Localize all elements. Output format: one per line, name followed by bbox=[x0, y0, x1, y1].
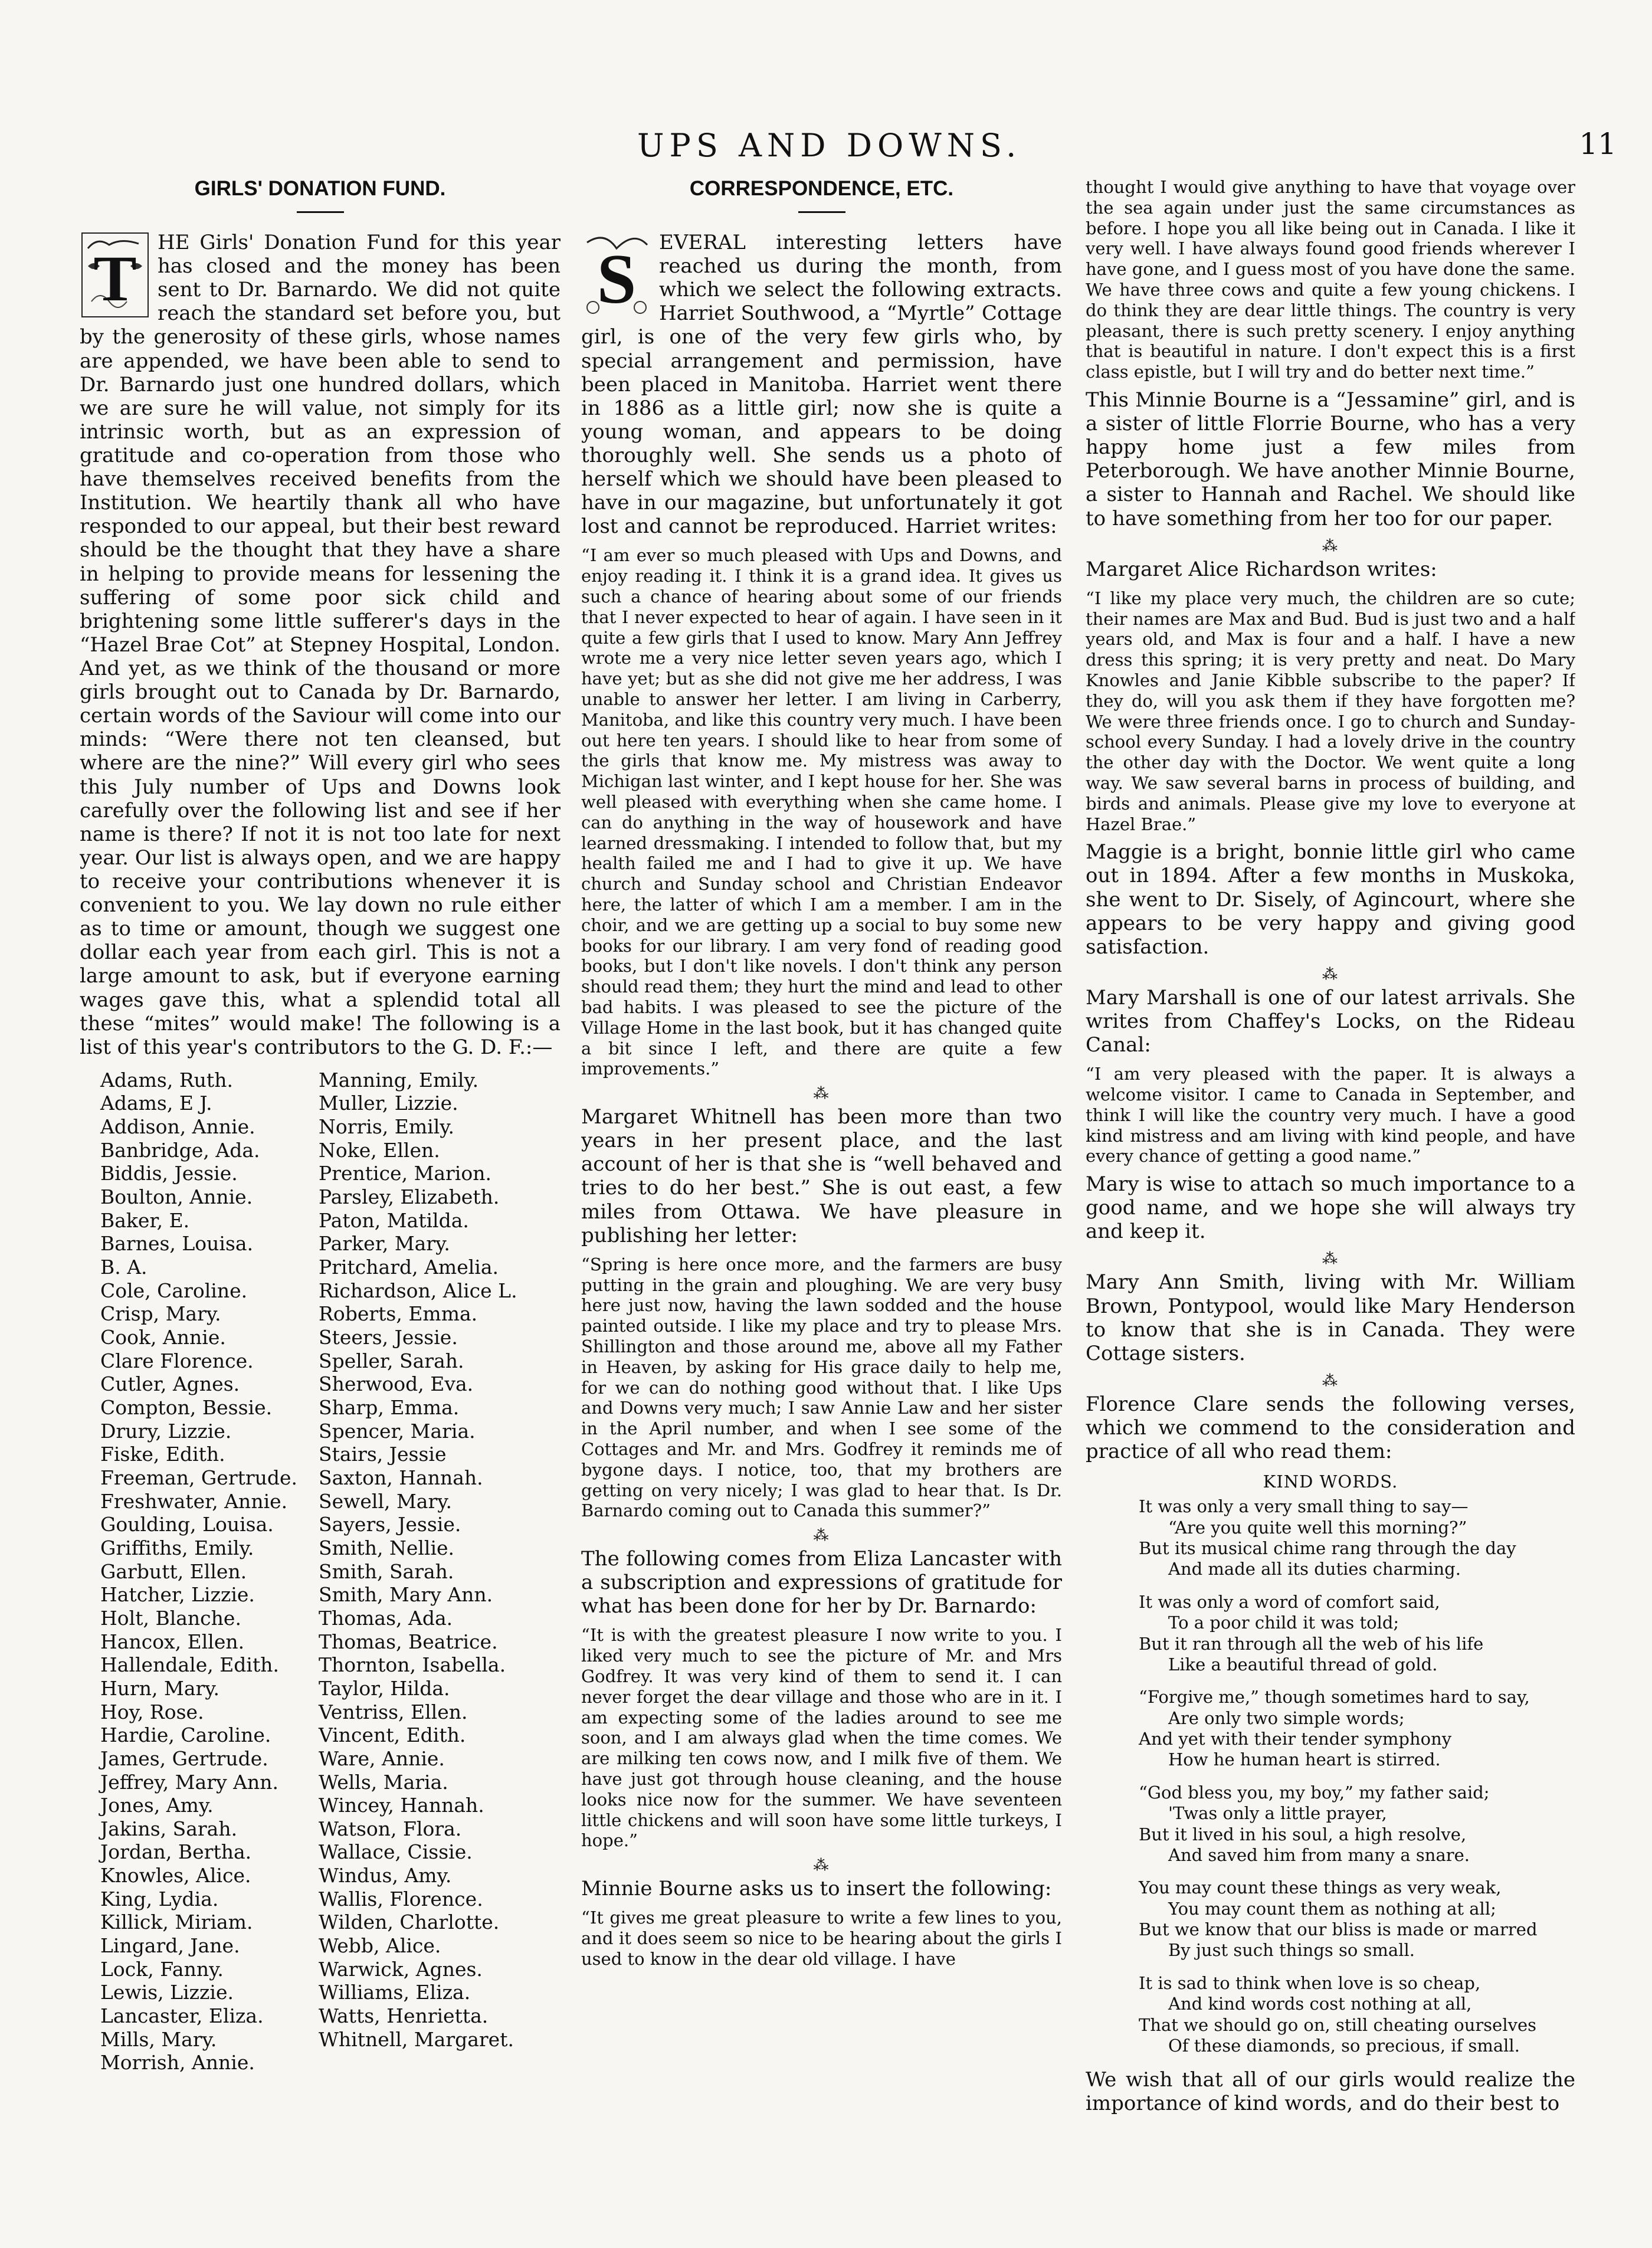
poem-line: By just such things so small. bbox=[1168, 1940, 1415, 1961]
contributor-name: Parker, Mary. bbox=[319, 1232, 450, 1256]
contributor-name: Sherwood, Eva. bbox=[319, 1372, 474, 1396]
poem-line: “God bless you, my boy,” my father said; bbox=[1139, 1782, 1490, 1803]
section-title-donation-fund: GIRLS' DONATION FUND. bbox=[194, 177, 446, 200]
maggie-note: Maggie is a bright, bonnie little girl who came out in 1894. After a few months in Muskoka, she went to Dr. Sisely, of Agincourt, where she appears to be very happy and giving good satisfaction. bbox=[1086, 840, 1575, 959]
contributor-name: Lewis, Lizzie. bbox=[100, 1981, 234, 2004]
poem-line: It is sad to think when love is so cheap, bbox=[1139, 1972, 1481, 1993]
section-separator: ⁂ bbox=[813, 1857, 830, 1875]
contributor-name: Noke, Ellen. bbox=[319, 1138, 440, 1162]
contributor-name: Biddis, Jessie. bbox=[100, 1162, 238, 1185]
poem-line: But we know that our bliss is made or marred bbox=[1139, 1919, 1538, 1939]
poem-kind-words bbox=[1139, 1496, 1575, 2056]
smith-note: Mary Ann Smith, living with Mr. William Brown, Pontypool, would like Mary Henderson to know that she is in Canada. They were Cottage sisters. bbox=[1086, 1270, 1575, 1365]
harriet-letter: “I am ever so much pleased with Ups and Downs, and enjoy reading it. I think it is a grand idea. It gives us such a chance of hearing about some of our friends that I never expected to hear of again. I have seen in it quite a few girls that I used to know. Mary Ann Jeffrey wrote me a very nice letter seven years ago, which I have yet; but as she did not give me her address, I was unable to answer her letter. I am living in Carberry, Manitoba, and like this country very much. I have been out here ten years. I should like to hear from some of the girls that know me. My mistress was away to Michigan last winter, and I kept house for her. She was well pleased with everything when she came home. I can do anything in the way of housework and have learned dressmaking. I intended to follow that, but my health failed me and I had to give it up. We have church and Sunday school and Christian Endeavor here, the latter of which I am a member. I am in the choir, and we are getting up a social to buy some new books for our library. I am very fond of reading good books, but I don't like novels. I don't think any person should read them; they hurt the mind and lead to other bad habits. I was pleased to see the picture of the Village Home in the last book, but it has changed quite a bit since I left, and there are quite a few improvements.” bbox=[581, 545, 1062, 1079]
contributor-name: Holt, Blanche. bbox=[100, 1606, 241, 1630]
poem-line: But its musical chime rang through the day bbox=[1139, 1538, 1516, 1558]
contributor-name: Muller, Lizzie. bbox=[319, 1092, 458, 1115]
correspondence-intro: EVERAL interesting letters have reached us during the month, from which we select the following extracts. Harriet Southwood, a “Myrtle” Cottage girl, is one of the very few girls who, by special arrangement and permission, have been placed in Manitoba. Harriet went there in 1886 as a little girl; now she is quite a young woman, and appears to be doing thoroughly well. She sends us a photo of herself which we should have been pleased to have in our magazine, but unfortunately it got lost and cannot be reproduced. Harriet writes: bbox=[581, 231, 1062, 539]
contributor-name: Webb, Alice. bbox=[319, 1934, 441, 1958]
contributor-name: Hatcher, Lizzie. bbox=[100, 1583, 255, 1607]
section-separator: ⁂ bbox=[1322, 537, 1339, 555]
contributor-name: Clare Florence. bbox=[100, 1349, 254, 1372]
minnie-letter-start: “It gives me great pleasure to write a few lines to you, and it does seem so nice to be hearing about the girls I used to know in the dear old village. I have bbox=[581, 1908, 1062, 1969]
section-separator: ⁂ bbox=[1322, 1372, 1339, 1390]
contributor-name: Fiske, Edith. bbox=[100, 1443, 225, 1466]
poem-line: And kind words cost nothing at all, bbox=[1168, 1994, 1472, 2014]
contributor-name: Sewell, Mary. bbox=[319, 1489, 452, 1513]
donation-fund-paragraph: HE Girls' Donation Fund for this year has closed and the money has been sent to Dr. Barnardo. We did not quite reach the standard set before you, but by the generosity of these girls, whose names are appended, we have been able to send to Dr. Barnardo just one hundred dollars, which we are sure he will value, not simply for its intrinsic worth, but as an expression of gratitude and co-operation from those who have themselves received benefits from the Institution. We heartily thank all who have responded to our appeal, but their best reward should be the thought that they have a share in helping to provide means for lessening the suffering of some poor sick child and brightening some little sufferer's days in the “Hazel Brae Cot” at Stepney Hospital, London. And yet, as we think of the thousand or more girls brought out to Canada by Dr. Barnardo, certain words of the Saviour will come into our minds: “Were there not ten cleansed, but where are the nine?” Will every girl who sees this July number of Ups and Downs look carefully over the following list and see if her name is there? If not it is not too late for next year. Our list is always open, and we are happy to receive your contributions whenever it is convenient to you. We lay down no rule either as to time or amount, though we suggest one dollar each year from each girl. This is not a large amount to ask, but if everyone earning wages gave this, what a splendid total all these “mites” would make! The following is a list of this year's contributors to the G. D. F.:— bbox=[80, 231, 560, 1059]
contributor-name: King, Lydia. bbox=[100, 1887, 219, 1911]
contributor-name: Wilden, Charlotte. bbox=[319, 1911, 500, 1934]
contributor-name: James, Gertrude. bbox=[100, 1746, 268, 1770]
poem-line: You may count them as nothing at all; bbox=[1168, 1898, 1496, 1919]
minnie-intro: Minnie Bourne asks us to insert the following: bbox=[581, 1877, 1052, 1901]
contributor-name: Cole, Caroline. bbox=[100, 1279, 248, 1302]
clare-intro: Florence Clare sends the following verses, which we commend to the consideration and practice of all who read them: bbox=[1086, 1392, 1575, 1464]
poem-title: KIND WORDS. bbox=[1263, 1472, 1398, 1492]
section-separator: ⁂ bbox=[813, 1085, 830, 1103]
contributor-name: Adams, Ruth. bbox=[100, 1068, 233, 1092]
contributor-name: Freeman, Gertrude. bbox=[100, 1466, 298, 1489]
contributor-name: Crisp, Mary. bbox=[100, 1302, 221, 1326]
poem-line: But it ran through all the web of his life bbox=[1139, 1633, 1484, 1654]
contributor-name: Morrish, Annie. bbox=[100, 2051, 255, 2075]
poem-stanza bbox=[1139, 1877, 1575, 1961]
contributor-name: Prentice, Marion. bbox=[319, 1162, 491, 1185]
section-separator: ⁂ bbox=[1322, 965, 1339, 984]
contributor-name: Roberts, Emma. bbox=[319, 1302, 478, 1326]
contributor-name: Smith, Nellie. bbox=[319, 1536, 455, 1559]
contributor-name: Garbutt, Ellen. bbox=[100, 1559, 247, 1583]
contributor-name: Hoy, Rose. bbox=[100, 1700, 204, 1723]
poem-stanza bbox=[1139, 1782, 1575, 1866]
contributor-name: B. A. bbox=[100, 1256, 148, 1279]
contributor-name: Stairs, Jessie bbox=[319, 1443, 447, 1466]
contributor-name: Watson, Flora. bbox=[319, 1817, 462, 1840]
marshall-note: Mary is wise to attach so much importance to a good name, and we hope she will always try and keep it. bbox=[1086, 1172, 1575, 1244]
contributor-name: Lingard, Jane. bbox=[100, 1934, 240, 1958]
contributor-name: Windus, Amy. bbox=[319, 1864, 452, 1887]
contributor-name: Drury, Lizzie. bbox=[100, 1419, 232, 1443]
contributor-list bbox=[100, 1069, 560, 2075]
contributor-name: Wells, Maria. bbox=[319, 1770, 448, 1794]
contributor-name: Addison, Annie. bbox=[100, 1115, 255, 1139]
poem-line: “Forgive me,” though sometimes hard to say, bbox=[1139, 1687, 1530, 1708]
contributor-name: Spencer, Maria. bbox=[319, 1419, 476, 1443]
contributor-name: Adams, E J. bbox=[100, 1092, 212, 1115]
title-rule bbox=[798, 211, 845, 213]
contributor-name: Cutler, Agnes. bbox=[100, 1372, 240, 1396]
poem-line: It was only a word of comfort said, bbox=[1139, 1591, 1440, 1612]
marshall-intro: Mary Marshall is one of our latest arrivals. She writes from Chaffey's Locks, on the Rideau Canal: bbox=[1086, 985, 1575, 1057]
column-correspondence bbox=[581, 177, 1062, 2207]
contributor-name: Paton, Matilda. bbox=[319, 1208, 469, 1232]
contributor-name: Thomas, Beatrice. bbox=[319, 1630, 498, 1653]
contributor-name: Hancox, Ellen. bbox=[100, 1630, 245, 1653]
section-separator: ⁂ bbox=[1322, 1250, 1339, 1269]
whitnell-letter: “Spring is here once more, and the farmers are busy putting in the grain and ploughing. We are very busy here just now, having the lawn sodded and the house painted outside. I like my place and try to please Mrs. Shillington and those around me, above all my Father in Heaven, by asking for His grace daily to help me, for we can do nothing good without that. I like Ups and Downs very much; I saw Annie Law and her sister in the April number, and when I see some of the Cottages and Mr. and Mrs. Godfrey it reminds me of bygone days. I notice, too, that my brothers are getting on very nicely; I was glad to hear that. Is Dr. Barnardo coming out to Canada this summer?” bbox=[581, 1254, 1062, 1521]
poem-line: Of these diamonds, so precious, if small. bbox=[1168, 2035, 1520, 2056]
contributor-name: Hallendale, Edith. bbox=[100, 1653, 279, 1677]
poem-line: And yet with their tender symphony bbox=[1139, 1729, 1452, 1749]
contributor-name: Parsley, Elizabeth. bbox=[319, 1185, 500, 1209]
poem-line: And made all its duties charming. bbox=[1168, 1559, 1461, 1580]
title-rule bbox=[297, 211, 344, 213]
contributor-name: Jordan, Bertha. bbox=[100, 1840, 252, 1864]
contributor-name: Smith, Sarah. bbox=[319, 1559, 454, 1583]
contributor-name: Sharp, Emma. bbox=[319, 1396, 460, 1420]
closing-paragraph: We wish that all of our girls would realize the importance of kind words, and do their best to bbox=[1086, 2068, 1575, 2116]
page-number: 11 bbox=[1579, 127, 1617, 161]
poem-line: How he human heart is stirred. bbox=[1168, 1749, 1441, 1770]
contributor-name: Freshwater, Annie. bbox=[100, 1489, 288, 1513]
poem-line: Like a beautiful thread of gold. bbox=[1168, 1654, 1438, 1674]
contributor-name: Thornton, Isabella. bbox=[319, 1653, 506, 1677]
contributor-name: Watts, Henrietta. bbox=[319, 2004, 489, 2028]
contributor-name: Jones, Amy. bbox=[100, 1794, 214, 1817]
contributor-name: Pritchard, Amelia. bbox=[319, 1256, 499, 1279]
contributor-name: Boulton, Annie. bbox=[100, 1185, 253, 1209]
contributor-name: Wallace, Cissie. bbox=[319, 1840, 473, 1864]
contributor-name: Compton, Bessie. bbox=[100, 1396, 273, 1420]
poem-stanza bbox=[1139, 1973, 1575, 2057]
poem-line: It was only a very small thing to say— bbox=[1139, 1496, 1469, 1517]
contributor-name: Ventriss, Ellen. bbox=[319, 1700, 468, 1723]
lancaster-letter: “It is with the greatest pleasure I now write to you. I liked very much to see the picture of Mr. and Mrs Godfrey. It was very kind of them to send it. I can never forget the dear village and those who are in it. I am expecting some of the ladies around to see me soon, and I am always glad when the time comes. We are milking ten cows now, and I milk five of them. We have just got through house cleaning, and the house looks nice now for the summer. We have seventeen little chickens and will soon have some little turkeys, I hope.” bbox=[581, 1625, 1062, 1851]
contributor-name: Griffiths, Emily. bbox=[100, 1536, 254, 1559]
contributor-name: Knowles, Alice. bbox=[100, 1864, 251, 1887]
contributor-list-left bbox=[100, 1069, 319, 2075]
contributor-name: Richardson, Alice L. bbox=[319, 1279, 517, 1302]
ornamental-dropcap-t bbox=[80, 231, 150, 319]
poem-line: You may count these things as very weak, bbox=[1139, 1877, 1502, 1898]
contributor-name: Saxton, Hannah. bbox=[319, 1466, 483, 1489]
ornamental-dropcap-s bbox=[581, 231, 652, 319]
contributor-name: Barnes, Louisa. bbox=[100, 1232, 254, 1256]
contributor-name: Killick, Miriam. bbox=[100, 1911, 253, 1934]
contributor-name: Manning, Emily. bbox=[319, 1068, 479, 1092]
contributor-name: Norris, Emily. bbox=[319, 1115, 455, 1139]
poem-stanza bbox=[1139, 1496, 1575, 1580]
contributor-name: Cook, Annie. bbox=[100, 1326, 226, 1349]
poem-line: To a poor child it was told; bbox=[1168, 1613, 1399, 1633]
contributor-name: Smith, Mary Ann. bbox=[319, 1583, 493, 1607]
column-correspondence-continued bbox=[1086, 177, 1575, 2213]
lancaster-intro: The following comes from Eliza Lancaster with a subscription and expressions of gratitude for what has been done for her by Dr. Barnardo: bbox=[581, 1547, 1062, 1618]
poem-stanza bbox=[1139, 1687, 1575, 1771]
contributor-name: Jeffrey, Mary Ann. bbox=[100, 1770, 278, 1794]
poem-stanza bbox=[1139, 1592, 1575, 1676]
contributor-name: Steers, Jessie. bbox=[319, 1326, 458, 1349]
dropcap-letter-s: S bbox=[596, 240, 637, 318]
contributor-name: Hardie, Caroline. bbox=[100, 1723, 271, 1747]
poem-line: 'Twas only a little prayer, bbox=[1168, 1803, 1387, 1824]
contributor-name: Lock, Fanny. bbox=[100, 1957, 224, 1981]
poem-line: But it lived in his soul, a high resolve, bbox=[1139, 1824, 1467, 1844]
contributor-name: Wincey, Hannah. bbox=[319, 1794, 484, 1817]
contributor-name: Vincent, Edith. bbox=[319, 1723, 466, 1747]
contributor-name: Banbridge, Ada. bbox=[100, 1138, 260, 1162]
contributor-name: Baker, E. bbox=[100, 1208, 190, 1232]
minnie-letter-end: thought I would give anything to have that voyage over the sea again under just the same circumstances as before. I hope you all like being out in Canada. I like it very well. I have always found good friends wherever I have gone, and I guess most of you have done the same. We have three cows and quite a few young chickens. I do think they are dear little things. The country is very pleasant, there is such pretty scenery. I enjoy anything that is beautiful in nature. I don't expect this is a first class epistle, but I will try and do better next time.” bbox=[1086, 177, 1575, 382]
poem-line: “Are you quite well this morning?” bbox=[1168, 1517, 1467, 1538]
contributor-name: Williams, Eliza. bbox=[319, 1981, 471, 2004]
contributor-list-right bbox=[319, 1069, 555, 2075]
column-girls-donation-fund bbox=[80, 177, 560, 2195]
richardson-intro: Margaret Alice Richardson writes: bbox=[1086, 557, 1437, 581]
contributor-name: Lancaster, Eliza. bbox=[100, 2004, 264, 2028]
contributor-name: Mills, Mary. bbox=[100, 2027, 217, 2051]
marshall-letter: “I am very pleased with the paper. It is always a welcome visitor. I came to Canada in September, and think I will like the country very much. I have a good kind mistress and am living with kind people, and have every chance of getting a good name.” bbox=[1086, 1064, 1575, 1166]
contributor-name: Ware, Annie. bbox=[319, 1746, 445, 1770]
contributor-name: Hurn, Mary. bbox=[100, 1676, 220, 1700]
section-separator: ⁂ bbox=[813, 1527, 830, 1545]
dropcap-letter-t: T bbox=[93, 243, 137, 314]
running-title: UPS AND DOWNS. bbox=[637, 127, 1022, 164]
contributor-name: Warwick, Agnes. bbox=[319, 1957, 483, 1981]
contributor-name: Wallis, Florence. bbox=[319, 1887, 483, 1911]
contributor-name: Taylor, Hilda. bbox=[319, 1676, 450, 1700]
contributor-name: Whitnell, Margaret. bbox=[319, 2027, 514, 2051]
poem-line: And saved him from many a snare. bbox=[1168, 1844, 1470, 1865]
section-title-correspondence: CORRESPONDENCE, ETC. bbox=[689, 177, 954, 200]
contributor-name: Jakins, Sarah. bbox=[100, 1817, 238, 1840]
whitnell-intro: Margaret Whitnell has been more than two years in her present place, and the last account of her is that she is “well behaved and tries to do her best.” She is out east, a few miles from Ottawa. We have pleasure in publishing her letter: bbox=[581, 1105, 1062, 1247]
contributor-name: Thomas, Ada. bbox=[319, 1606, 453, 1630]
poem-line: Are only two simple words; bbox=[1168, 1708, 1405, 1728]
contributor-name: Sayers, Jessie. bbox=[319, 1513, 461, 1536]
poem-line: That we should go on, still cheating ourselves bbox=[1139, 2014, 1537, 2035]
minnie-note: This Minnie Bourne is a “Jessamine” girl, and is a sister of little Florrie Bourne, who has a very happy home just a few miles from Peterborough. We have another Minnie Bourne, a sister to Hannah and Rachel. We should like to have something from her too for our paper. bbox=[1086, 388, 1575, 530]
contributor-name: Goulding, Louisa. bbox=[100, 1513, 274, 1536]
contributor-name: Speller, Sarah. bbox=[319, 1349, 464, 1372]
richardson-letter: “I like my place very much, the children are so cute; their names are Max and Bud. Bud is just two and a half years old, and Max is four and a half. I have a new dress this spring; it is very pretty and neat. Do Mary Knowles and Janie Kibble subscribe to the paper? If they do, will you ask them if they have forgotten me? We were three friends once. I go to church and Sunday-school every Sunday. I had a lovely drive in the country the other day with the Doctor. We went quite a long way. We saw several barns in process of building, and birds and animals. Please give my love to everyone at Hazel Brae.” bbox=[1086, 588, 1575, 834]
